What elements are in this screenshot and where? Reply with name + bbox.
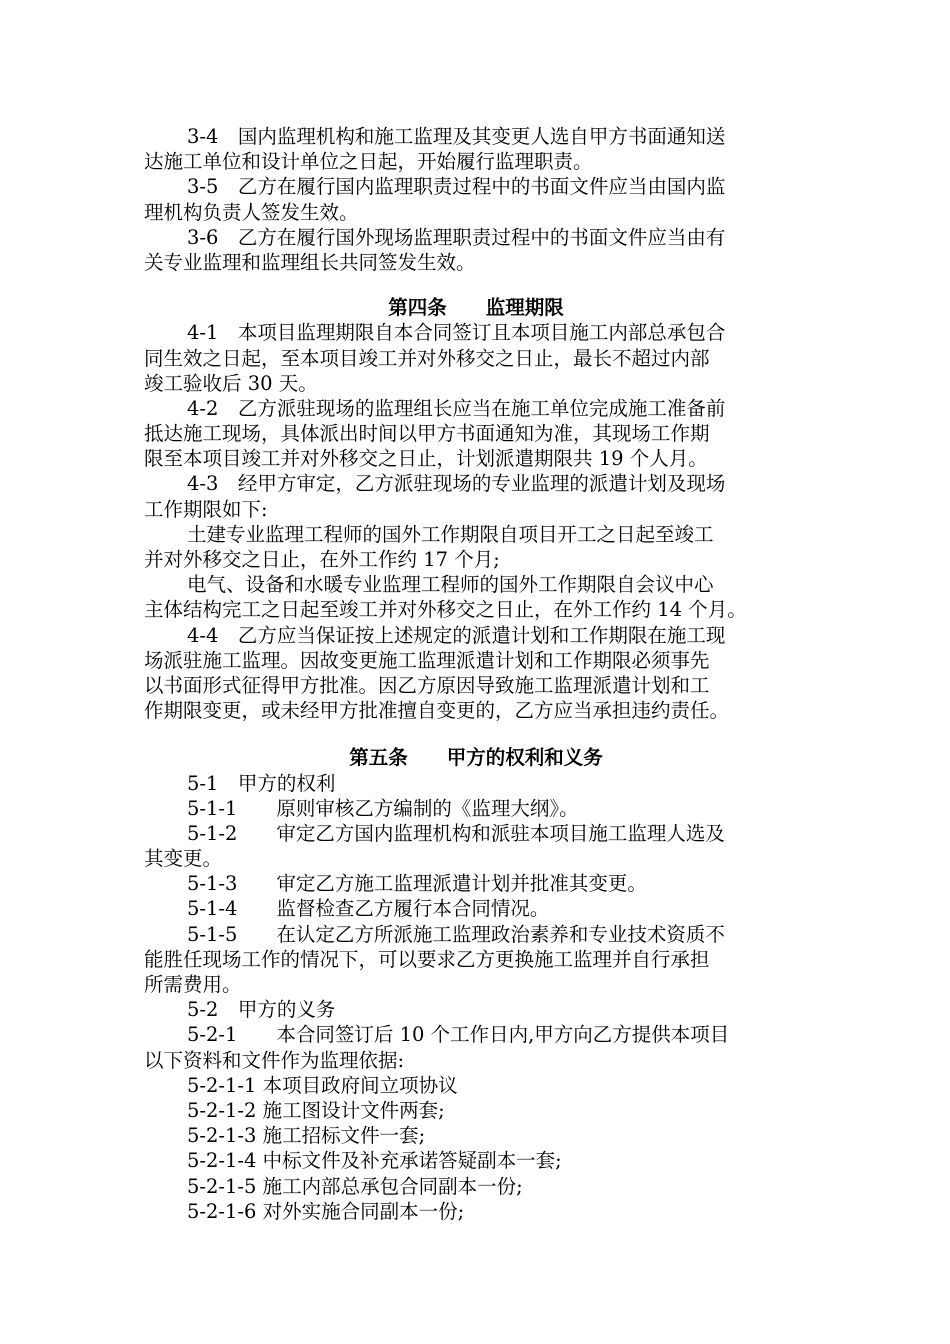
clause-5-1-5-line-2: 能胜任现场工作的情况下，可以要求乙方更换施工监理并自行承担: [144, 947, 710, 971]
clause-5-1-2-line-2: 其变更。: [144, 847, 223, 871]
list-item: 5-2-1-5 施工内部总承包合同副本一份;: [187, 1174, 523, 1198]
section-5-heading: 第五条 甲方的权利和义务: [349, 746, 603, 770]
section-4: [144, 295, 808, 723]
section-5: [144, 745, 808, 1224]
document-page: [144, 124, 808, 1224]
clause-4-1-line-1: 4-1 本项目监理期限自本合同签订且本项目施工内部总承包合: [187, 321, 726, 345]
clause-4-2-line-1: 4-2 乙方派驻现场的监理组长应当在施工单位完成施工准备前: [187, 396, 726, 420]
clause-4-3-line-1: 4-3 经甲方审定，乙方派驻现场的专业监理的派遣计划及现场: [187, 472, 726, 496]
clause-4-4-line-3: 以书面形式征得甲方批准。因乙方原因导致施工监理派遣计划和工: [144, 673, 710, 697]
spacer: [144, 275, 808, 295]
section-4-heading: 第四条 监理期限: [388, 296, 564, 320]
clause-4-2-line-3: 限至本项目竣工并对外移交之日止，计划派遣期限共 19 个人月。: [144, 447, 708, 471]
clause-4-1-line-2: 同生效之日起，至本项目竣工并对外移交之日止，最长不超过内部: [144, 346, 710, 370]
clause-5-2-1-line-2: 以下资料和文件作为监理依据:: [144, 1048, 405, 1072]
clause-5-1-5-line-3: 所需费用。: [144, 973, 242, 996]
list-item: 5-2-1-2 施工图设计文件两套;: [187, 1098, 445, 1122]
clause-4-2-line-2: 抵达施工现场，具体派出时间以甲方书面通知为准，其现场工作期: [144, 422, 710, 446]
clause-5-1-4: 5-1-4 监督检查乙方履行本合同情况。: [187, 897, 550, 921]
civil-engineer-line-2: 并对外移交之日止，在外工作约 17 个月;: [144, 548, 500, 571]
civil-engineer-line-1: 土建专业监理工程师的国外工作期限自项目开工之日起至竣工: [187, 522, 714, 546]
clause-4-1-line-3: 竣工验收后 30 天。: [144, 371, 318, 395]
clause-3-4-line-1: 3-4 国内监理机构和施工监理及其变更人选自甲方书面通知送: [187, 125, 726, 148]
clause-5-1-2-line-1: 5-1-2 审定乙方国内监理机构和派驻本项目施工监理人选及: [187, 821, 725, 845]
list-item: 5-2-1-3 施工招标文件一套;: [187, 1124, 426, 1148]
clause-4-4-line-1: 4-4 乙方应当保证按上述规定的派遣计划和工作期限在施工现: [187, 623, 726, 647]
clause-4-4-line-2: 场派驻施工监理。因故变更施工监理派遣计划和工作期限必须事先: [144, 648, 710, 672]
clause-4-4-line-4: 作期限变更，或未经甲方批准擅自变更的，乙方应当承担违约责任。: [144, 699, 730, 723]
clause-5-1: 5-1 甲方的权利: [187, 771, 336, 795]
electrical-engineer-line-2: 主体结构完工之日起至竣工并对外移交之日止，在外工作约 14 个月。: [144, 598, 747, 622]
clause-5-2: 5-2 甲方的义务: [187, 998, 336, 1022]
clause-3-5-line-2: 理机构负责人签发生效。: [144, 200, 359, 224]
clause-5-1-5-line-1: 5-1-5 在认定乙方所派施工监理政治素养和专业技术资质不: [187, 922, 725, 946]
section-3-continued: [144, 124, 808, 275]
spacer: [144, 723, 808, 745]
electrical-engineer-line-1: 电气、设备和水暖专业监理工程师的国外工作期限自会议中心: [187, 573, 714, 597]
clause-5-1-1: 5-1-1 原则审核乙方编制的《监理大纲》。: [187, 796, 579, 820]
clause-4-3-line-2: 工作期限如下:: [144, 497, 268, 521]
list-item: 5-2-1-1 本项目政府间立项协议: [187, 1073, 458, 1097]
list-item: 5-2-1-6 对外实施合同副本一份;: [187, 1199, 465, 1223]
clause-5-1-3: 5-1-3 审定乙方施工监理派遣计划并批准其变更。: [187, 872, 647, 896]
clause-3-5-line-1: 3-5 乙方在履行国内监理职责过程中的书面文件应当由国内监: [187, 175, 726, 199]
list-item: 5-2-1-4 中标文件及补充承诺答疑副本一套;: [187, 1149, 562, 1173]
clause-3-6-line-2: 关专业监理和监理组长共同签发生效。: [144, 250, 476, 274]
clause-3-4-line-2: 达施工单位和设计单位之日起，开始履行监理职责。: [144, 150, 593, 174]
clause-5-2-1-line-1: 5-2-1 本合同签订后 10 个工作日内,甲方向乙方提供本项目: [187, 1023, 730, 1047]
clause-3-6-line-1: 3-6 乙方在履行国外现场监理职责过程中的书面文件应当由有: [187, 225, 726, 249]
